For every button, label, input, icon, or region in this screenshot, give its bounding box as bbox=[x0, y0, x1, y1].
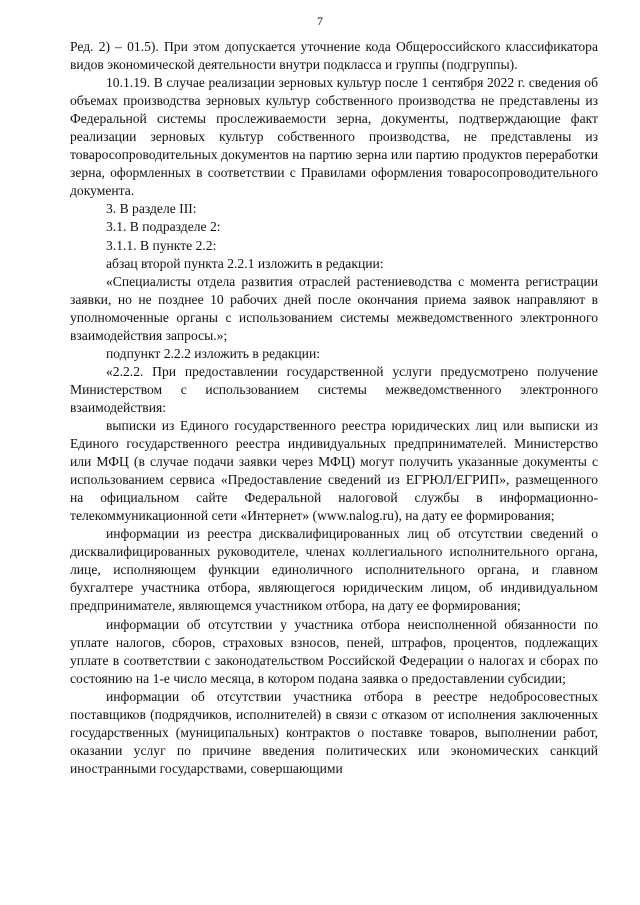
document-body bbox=[70, 38, 598, 778]
paragraph-tax-obligations: информации об отсутствии у участника отбора неисполненной обязанности по уплате налогов, сборов, страховых взносов, пеней, штрафов, процентов, подлежащих уплате в соответствии с законодательством Российской Федерации о налогах и сборах по состоянию на 1-е число месяца, в котором подана заявка о предоставлении субсидии; bbox=[70, 616, 598, 686]
paragraph-egrul-extract: выписки из Единого государственного реестра юридических лиц или выписки из Единого государственного реестра индивидуальных предпринимателей. Министерство или МФЦ (в случае подачи заявки через МФЦ) могут получить указанные документы с использованием сервиса «Предоставление сведений из ЕГРЮЛ/ЕГРИП», размещенного на официальном сайте Федеральной налоговой службы в информационно-телекоммуникационной сети «Интернет» (www.nalog.ru), на дату ее формирования; bbox=[70, 417, 598, 524]
page-number: 7 bbox=[317, 14, 323, 28]
paragraph-2-2-2-quote: «2.2.2. При предоставлении государственной услуги предусмотрено получение Министерством с использованием системы межведомственного электронного взаимодействия: bbox=[70, 363, 598, 415]
paragraph-3-1-1: 3.1.1. В пункте 2.2: bbox=[106, 237, 217, 253]
paragraph-continuation: Ред. 2) – 01.5). При этом допускается уточнение кода Общероссийского классификатора видов экономической деятельности внутри подкласса и группы (подгруппы). bbox=[70, 39, 598, 73]
paragraph-2-2-1-quote: «Специалисты отдела развития отраслей растениеводства с момента регистрации заявки, но не позднее 10 рабочих дней после окончания приема заявок направляют в уполномоченные органы с использованием системы межведомственного электронного взаимодействия запросы.»; bbox=[70, 273, 598, 343]
paragraph-section-3: 3. В разделе III: bbox=[106, 201, 197, 217]
paragraph-2-2-2-intro: подпункт 2.2.2 изложить в редакции: bbox=[106, 345, 321, 361]
paragraph-3-1: 3.1. В подразделе 2: bbox=[106, 219, 221, 235]
paragraph-10-1-19: 10.1.19. В случае реализации зерновых культур после 1 сентября 2022 г. сведения об объемах производства зерновых культур собственного производства не представлены из Федеральной системы прослеживаемости зерна, документы, подтверждающие факт реализации зерновых культур собственного производства, не представлены из товаросопроводительных документов на партию зерна или партию продуктов переработки зерна, оформленных в соответствии с Правилами оформления товаросопроводительного документа. bbox=[70, 75, 598, 199]
paragraph-unfair-suppliers: информации об отсутствии участника отбора в реестре недобросовестных поставщиков (подрядчиков, исполнителей) в связи с отказом от исполнения заключенных государственных (муниципальных) контрактов о поставке товаров, выполнении работ, оказании услуг по причине введения политических или экономических санкций иностранными государствами, совершающими bbox=[70, 688, 598, 776]
paragraph-2-2-1-intro: абзац второй пункта 2.2.1 изложить в редакции: bbox=[106, 255, 384, 271]
paragraph-disqualified-registry: информации из реестра дисквалифицированных лиц об отсутствии сведений о дисквалифицированных руководителе, членах коллегиального исполнительного органа, лице, исполняющем функции единоличного исполнительного органа, и главном бухгалтере участника отбора, являющегося юридическим лицом, об индивидуальном предпринимателе, являющемся участником отбора, на дату ее формирования; bbox=[70, 526, 598, 614]
